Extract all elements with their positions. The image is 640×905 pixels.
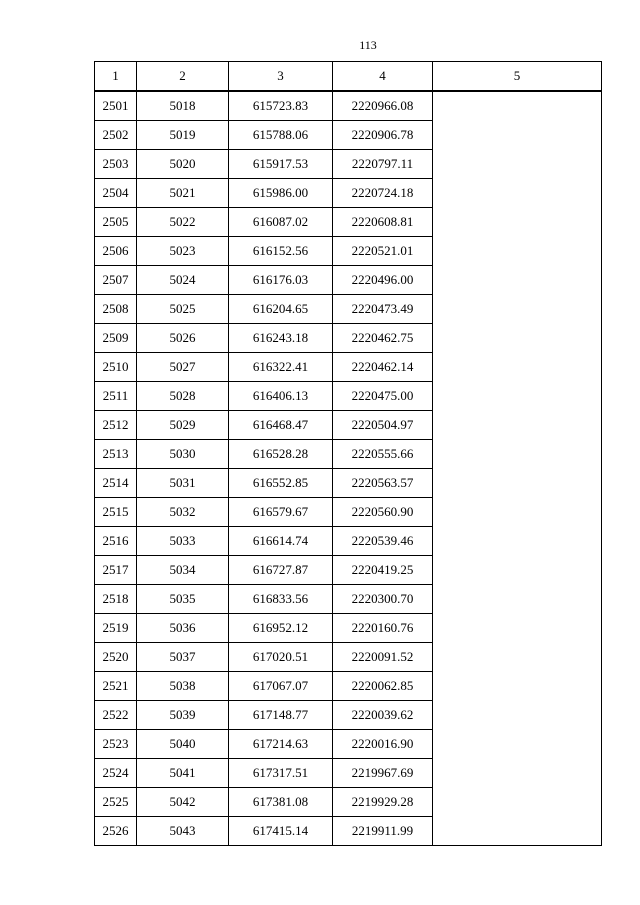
table-cell-col-3: 616204.65 <box>229 295 333 324</box>
column-header-2: 2 <box>137 62 229 92</box>
table-cell-col-2: 5018 <box>137 91 229 121</box>
table-cell-col-1: 2506 <box>95 237 137 266</box>
table-cell-col-3: 616152.56 <box>229 237 333 266</box>
table-cell-col-1: 2522 <box>95 701 137 730</box>
table-body <box>95 91 602 846</box>
table-cell-col-1: 2505 <box>95 208 137 237</box>
table-cell-col-3: 616552.85 <box>229 469 333 498</box>
table-cell-col-1: 2526 <box>95 817 137 846</box>
table-cell-col-1: 2512 <box>95 411 137 440</box>
table-cell-col-2: 5026 <box>137 324 229 353</box>
table-header <box>95 62 602 92</box>
table-cell-col-1: 2517 <box>95 556 137 585</box>
table-cell-col-1: 2524 <box>95 759 137 788</box>
table-cell-col-2: 5030 <box>137 440 229 469</box>
header-row <box>95 62 602 92</box>
table-cell-col-3: 615986.00 <box>229 179 333 208</box>
table-cell-col-3: 617067.07 <box>229 672 333 701</box>
table-cell-col-3: 615723.83 <box>229 91 333 121</box>
table-cell-col-2: 5042 <box>137 788 229 817</box>
table-cell-col-4: 2220560.90 <box>333 498 433 527</box>
table-cell-col-3: 616322.41 <box>229 353 333 382</box>
table-cell-col-2: 5028 <box>137 382 229 411</box>
table-cell-col-3: 616727.87 <box>229 556 333 585</box>
table-cell-col-4: 2220539.46 <box>333 527 433 556</box>
table-cell-col-4: 2220091.52 <box>333 643 433 672</box>
table-cell-col-3: 617381.08 <box>229 788 333 817</box>
table-cell-col-2: 5032 <box>137 498 229 527</box>
table-cell-col-3: 617415.14 <box>229 817 333 846</box>
table-cell-col-4: 2220419.25 <box>333 556 433 585</box>
table-cell-col-2: 5020 <box>137 150 229 179</box>
table-cell-col-2: 5025 <box>137 295 229 324</box>
column-header-5: 5 <box>433 62 602 92</box>
table-cell-col-3: 617020.51 <box>229 643 333 672</box>
table-cell-col-1: 2523 <box>95 730 137 759</box>
table-cell-col-3: 616833.56 <box>229 585 333 614</box>
table-cell-col-1: 2519 <box>95 614 137 643</box>
table-cell-col-4: 2219929.28 <box>333 788 433 817</box>
table-cell-col-2: 5035 <box>137 585 229 614</box>
table-cell-col-3: 616087.02 <box>229 208 333 237</box>
table-cell-col-1: 2504 <box>95 179 137 208</box>
table-cell-col-1: 2509 <box>95 324 137 353</box>
table-cell-col-4: 2220724.18 <box>333 179 433 208</box>
table-cell-col-2: 5027 <box>137 353 229 382</box>
table-cell-col-4: 2220608.81 <box>333 208 433 237</box>
table-cell-col-1: 2501 <box>95 91 137 121</box>
table-cell-col-2: 5031 <box>137 469 229 498</box>
table-cell-col-2: 5022 <box>137 208 229 237</box>
table-cell-col-1: 2516 <box>95 527 137 556</box>
table-cell-col-1: 2514 <box>95 469 137 498</box>
table-cell-col-2: 5041 <box>137 759 229 788</box>
table-cell-col-4: 2220496.00 <box>333 266 433 295</box>
table-cell-col-3: 615917.53 <box>229 150 333 179</box>
table-cell-col-2: 5033 <box>137 527 229 556</box>
table-cell-col-1: 2521 <box>95 672 137 701</box>
table-cell-col-1: 2513 <box>95 440 137 469</box>
table-cell-col-4: 2219967.69 <box>333 759 433 788</box>
table-cell-col-3: 617214.63 <box>229 730 333 759</box>
table-cell-col-2: 5021 <box>137 179 229 208</box>
table-cell-col-3: 616406.13 <box>229 382 333 411</box>
table-cell-col-1: 2507 <box>95 266 137 295</box>
table-cell-col-4: 2220062.85 <box>333 672 433 701</box>
table-cell-col-4: 2220039.62 <box>333 701 433 730</box>
table-cell-col-2: 5023 <box>137 237 229 266</box>
table-cell-col-2: 5034 <box>137 556 229 585</box>
column-header-3: 3 <box>229 62 333 92</box>
table-cell-col-1: 2515 <box>95 498 137 527</box>
table-row <box>95 91 602 121</box>
table-cell-col-3: 617317.51 <box>229 759 333 788</box>
table-cell-col-3: 616614.74 <box>229 527 333 556</box>
table-cell-col-4: 2220475.00 <box>333 382 433 411</box>
table-cell-col-4: 2220504.97 <box>333 411 433 440</box>
table-cell-col-4: 2220160.76 <box>333 614 433 643</box>
table-cell-col-4: 2220462.14 <box>333 353 433 382</box>
table-cell-col-3: 616243.18 <box>229 324 333 353</box>
table-cell-col-4: 2220521.01 <box>333 237 433 266</box>
table-cell-col-2: 5040 <box>137 730 229 759</box>
table-cell-col-1: 2508 <box>95 295 137 324</box>
table-cell-col-4: 2220462.75 <box>333 324 433 353</box>
table-cell-col-4: 2220906.78 <box>333 121 433 150</box>
table-cell-col-4: 2220966.08 <box>333 91 433 121</box>
table-cell-col-1: 2511 <box>95 382 137 411</box>
table-cell-col-4: 2220797.11 <box>333 150 433 179</box>
table-cell-col-2: 5043 <box>137 817 229 846</box>
table-cell-col-2: 5036 <box>137 614 229 643</box>
column-header-1: 1 <box>95 62 137 92</box>
table-cell-col-3: 617148.77 <box>229 701 333 730</box>
table-cell-col-4: 2220016.90 <box>333 730 433 759</box>
table-cell-col-2: 5024 <box>137 266 229 295</box>
table-cell-col-1: 2518 <box>95 585 137 614</box>
table-cell-col-4: 2220555.66 <box>333 440 433 469</box>
table-cell-col-4: 2220473.49 <box>333 295 433 324</box>
table-cell-col-4: 2220300.70 <box>333 585 433 614</box>
table-cell-col-1: 2510 <box>95 353 137 382</box>
table-cell-col-1: 2525 <box>95 788 137 817</box>
table-cell-col-2: 5029 <box>137 411 229 440</box>
column-5-note-cell <box>433 91 602 846</box>
table-cell-col-4: 2219911.99 <box>333 817 433 846</box>
table-cell-col-1: 2520 <box>95 643 137 672</box>
table-cell-col-2: 5039 <box>137 701 229 730</box>
coordinates-table <box>94 61 602 846</box>
table-cell-col-2: 5038 <box>137 672 229 701</box>
table-cell-col-2: 5019 <box>137 121 229 150</box>
table-cell-col-3: 616528.28 <box>229 440 333 469</box>
table-cell-col-3: 616579.67 <box>229 498 333 527</box>
table-cell-col-4: 2220563.57 <box>333 469 433 498</box>
page-number: 113 <box>359 38 377 52</box>
table-cell-col-3: 615788.06 <box>229 121 333 150</box>
table-cell-col-3: 616468.47 <box>229 411 333 440</box>
table-cell-col-1: 2502 <box>95 121 137 150</box>
table-cell-col-2: 5037 <box>137 643 229 672</box>
table-cell-col-3: 616952.12 <box>229 614 333 643</box>
column-header-4: 4 <box>333 62 433 92</box>
table-cell-col-1: 2503 <box>95 150 137 179</box>
table-cell-col-3: 616176.03 <box>229 266 333 295</box>
